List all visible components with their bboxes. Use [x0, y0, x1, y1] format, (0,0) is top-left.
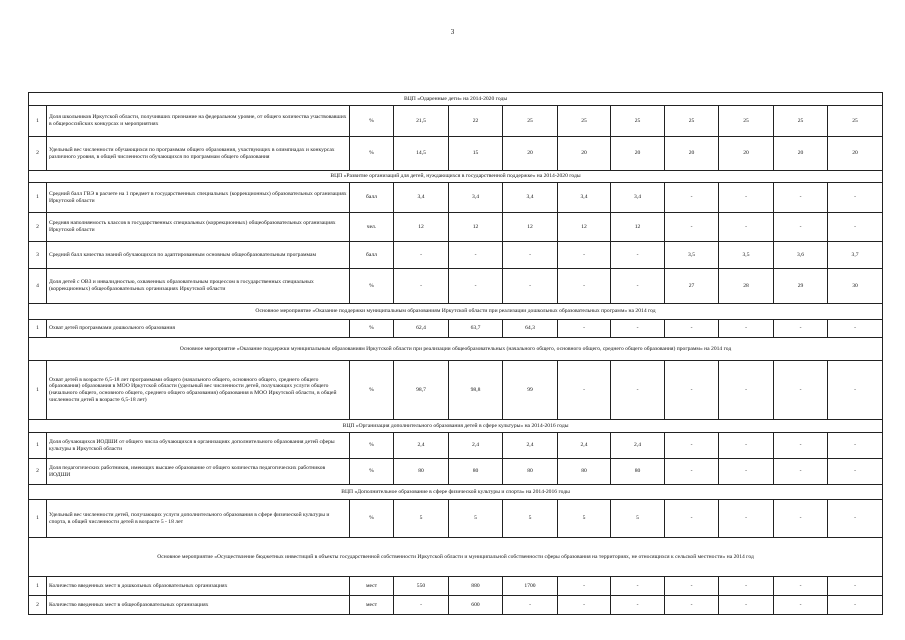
indicator-value: 25	[665, 106, 719, 137]
indicator-value: -	[503, 269, 558, 304]
indicator-value: -	[719, 361, 774, 420]
section-header-row	[29, 420, 883, 433]
indicator-value: 27	[665, 269, 719, 304]
section-title: ВЦП «Развитие организаций для детей, нуждающихся в государственной поддержке» на 2014-2020 годы	[29, 171, 883, 183]
indicator-value: 5	[394, 500, 449, 538]
row-number: 1	[29, 577, 47, 596]
indicator-value: 80	[503, 459, 558, 485]
indicator-value: 3,5	[665, 242, 719, 269]
indicator-value: 25	[719, 106, 774, 137]
indicator-value: 3,6	[774, 242, 828, 269]
unit-of-measure: %	[350, 137, 394, 171]
unit-of-measure: %	[350, 433, 394, 459]
indicator-value: -	[665, 596, 719, 615]
indicator-value: 15	[449, 137, 503, 171]
indicator-name: Охват детей в возрасте 6,5-18 лет программами общего (начального общего, основного общего, среднего общего образования) образования в МОО Иркутской области (удельный вес численности детей, получающих услуги общего (начального общего, основного общего, среднего общего образования) образования в МОО Иркутской области, в общей численности детей в возрасте 6,5-18 лет)	[47, 361, 350, 420]
indicator-value: 2,4	[558, 433, 611, 459]
indicator-value: -	[665, 361, 719, 420]
indicator-value: -	[774, 183, 828, 213]
indicator-value: -	[665, 213, 719, 242]
indicator-value: -	[828, 577, 883, 596]
indicator-value: -	[774, 596, 828, 615]
indicator-value: 3,5	[719, 242, 774, 269]
indicator-value: 98,8	[449, 361, 503, 420]
unit-of-measure: %	[350, 106, 394, 137]
indicator-value: 64,3	[503, 320, 558, 338]
indicator-value: 20	[503, 137, 558, 171]
indicator-value: 14,5	[394, 137, 449, 171]
indicator-value: 80	[558, 459, 611, 485]
indicator-value: 98,7	[394, 361, 449, 420]
table-row	[29, 183, 883, 213]
section-title: Основное мероприятие «Оказание поддержки муниципальным образованиям Иркутской области при реализации общеобразовательных (начального общего, основного общего, среднего общего образования) программ» на 2014 год	[29, 338, 883, 361]
row-number: 2	[29, 213, 47, 242]
indicator-value: 880	[449, 577, 503, 596]
indicator-value: -	[611, 596, 665, 615]
table-row	[29, 106, 883, 137]
indicator-value: 5	[558, 500, 611, 538]
section-title: ВЦП «Организация дополнительного образования детей в сфере культуры» на 2014-2016 годы	[29, 420, 883, 433]
row-number: 1	[29, 320, 47, 338]
unit-of-measure: мест	[350, 596, 394, 615]
indicator-value: -	[558, 361, 611, 420]
indicator-value: 12	[449, 213, 503, 242]
indicator-value: -	[828, 433, 883, 459]
indicator-value: -	[719, 183, 774, 213]
indicator-value: -	[719, 577, 774, 596]
indicator-value: 2,4	[394, 433, 449, 459]
indicator-value: 3,4	[611, 183, 665, 213]
indicator-value: -	[503, 596, 558, 615]
row-number: 1	[29, 106, 47, 137]
indicator-value: -	[449, 242, 503, 269]
indicator-value: 29	[774, 269, 828, 304]
indicator-value: 3,4	[394, 183, 449, 213]
table-row	[29, 137, 883, 171]
indicator-value: 80	[394, 459, 449, 485]
indicator-value: 63,7	[449, 320, 503, 338]
indicator-value: 80	[449, 459, 503, 485]
indicator-value: -	[665, 183, 719, 213]
indicator-value: 12	[394, 213, 449, 242]
row-number: 1	[29, 500, 47, 538]
indicator-value: 5	[503, 500, 558, 538]
row-number: 2	[29, 137, 47, 171]
section-title: ВЦП «Дополнительное образование в сфере физической культуры и спорта» на 2014-2016 годы	[29, 485, 883, 500]
table-body	[29, 93, 883, 615]
indicator-value: -	[558, 242, 611, 269]
indicator-value: 25	[774, 106, 828, 137]
row-number: 2	[29, 596, 47, 615]
indicator-value: -	[828, 596, 883, 615]
unit-of-measure: чел.	[350, 213, 394, 242]
indicator-value: -	[665, 459, 719, 485]
indicator-value: -	[774, 500, 828, 538]
table-row	[29, 320, 883, 338]
indicator-name: Удельный вес численности обучающихся по программам общего образования, участвующих в олимпиадах и конкурсах различного уровня, в общей численности обучающихся по программам общего образования	[47, 137, 350, 171]
indicator-value: 80	[611, 459, 665, 485]
table-row	[29, 242, 883, 269]
row-number: 4	[29, 269, 47, 304]
indicator-value: -	[719, 320, 774, 338]
indicator-name: Удельный вес численности детей, получающих услуги дополнительного образования в сфере физической культуры и спорта, в общей численности детей в возрасте 5 - 18 лет	[47, 500, 350, 538]
indicator-value: -	[611, 242, 665, 269]
indicator-name: Доля школьников Иркутской области, получивших признание на федеральном уровне, от общего количества участвовавших в общероссийских конкурсах и мероприятиях	[47, 106, 350, 137]
unit-of-measure: %	[350, 459, 394, 485]
indicator-value: 22	[449, 106, 503, 137]
row-number: 2	[29, 459, 47, 485]
table-row	[29, 459, 883, 485]
indicator-value: -	[394, 596, 449, 615]
indicator-value: -	[719, 500, 774, 538]
indicator-value: 20	[665, 137, 719, 171]
table-row	[29, 269, 883, 304]
indicator-value: 5	[611, 500, 665, 538]
section-header-row	[29, 304, 883, 320]
indicator-value: 3,4	[503, 183, 558, 213]
table-row	[29, 500, 883, 538]
indicator-value: -	[394, 269, 449, 304]
indicator-value: 21,5	[394, 106, 449, 137]
indicator-value: 99	[503, 361, 558, 420]
section-header-row	[29, 171, 883, 183]
indicator-value: 2,4	[449, 433, 503, 459]
indicator-name: Доля педагогических работников, имеющих высшее образование от общего количества педагогических работников ИОДШИ	[47, 459, 350, 485]
indicator-value: -	[558, 269, 611, 304]
indicator-value: -	[611, 577, 665, 596]
indicator-name: Количество введенных мест в общеобразовательных организациях	[47, 596, 350, 615]
unit-of-measure: %	[350, 269, 394, 304]
indicator-value: 25	[611, 106, 665, 137]
indicator-value: -	[828, 183, 883, 213]
indicator-value: 25	[558, 106, 611, 137]
unit-of-measure: %	[350, 500, 394, 538]
indicator-value: -	[665, 500, 719, 538]
indicator-value: 28	[719, 269, 774, 304]
indicator-value: -	[558, 577, 611, 596]
indicator-name: Средний балл ГВЭ в расчете на 1 предмет в государственных специальных (коррекционных) образовательных организациях Иркутской области	[47, 183, 350, 213]
indicator-value: -	[611, 269, 665, 304]
indicator-value: 20	[558, 137, 611, 171]
indicator-value: -	[503, 242, 558, 269]
indicator-value: -	[719, 213, 774, 242]
unit-of-measure: балл	[350, 242, 394, 269]
page-number: 3	[450, 28, 455, 36]
indicator-value: -	[719, 596, 774, 615]
indicator-value: -	[449, 269, 503, 304]
indicator-value: 30	[828, 269, 883, 304]
indicator-value: -	[558, 320, 611, 338]
indicator-name: Средняя наполняемость классов в государственных специальных (коррекционных) общеобразовательных организациях Иркутской области	[47, 213, 350, 242]
unit-of-measure: %	[350, 320, 394, 338]
row-number: 3	[29, 242, 47, 269]
unit-of-measure: мест	[350, 577, 394, 596]
indicator-value: -	[774, 459, 828, 485]
indicator-name: Охват детей программами дошкольного образования	[47, 320, 350, 338]
indicator-value: 25	[828, 106, 883, 137]
indicator-value: 2,4	[611, 433, 665, 459]
section-header-row	[29, 485, 883, 500]
table-row	[29, 361, 883, 420]
unit-of-measure: балл	[350, 183, 394, 213]
indicator-value: 25	[503, 106, 558, 137]
indicator-value: -	[611, 361, 665, 420]
indicator-value: 5	[449, 500, 503, 538]
unit-of-measure: %	[350, 361, 394, 420]
section-header-row	[29, 338, 883, 361]
row-number: 1	[29, 433, 47, 459]
indicator-value: 20	[719, 137, 774, 171]
indicator-value: 550	[394, 577, 449, 596]
indicator-value: -	[665, 320, 719, 338]
indicator-value: 2,4	[503, 433, 558, 459]
indicator-value: 20	[774, 137, 828, 171]
indicators-table	[28, 92, 883, 615]
indicator-value: -	[828, 361, 883, 420]
section-header-row	[29, 93, 883, 106]
indicator-value: 12	[611, 213, 665, 242]
indicator-value: -	[774, 577, 828, 596]
indicator-value: -	[828, 213, 883, 242]
indicator-name: Доля обучающихся ИОДШИ от общего числа обучающихся в организациях дополнительного образования детей сферы культуры в Иркутской области	[47, 433, 350, 459]
row-number: 1	[29, 183, 47, 213]
section-title: Основное мероприятие «Оказание поддержки муниципальным образованиям Иркутской области при реализации дошкольных образовательных программ» на 2014 год	[29, 304, 883, 320]
indicator-value: -	[774, 361, 828, 420]
indicator-value: 12	[558, 213, 611, 242]
indicator-value: -	[665, 433, 719, 459]
indicator-value: 62,4	[394, 320, 449, 338]
indicator-value: 3,4	[449, 183, 503, 213]
indicator-name: Доля детей с ОВЗ и инвалидностью, охваченных образовательным процессом в государственных специальных (коррекционных) общеобразовательных организациях Иркутской области	[47, 269, 350, 304]
indicator-value: 1700	[503, 577, 558, 596]
indicator-value: -	[774, 320, 828, 338]
table-row	[29, 433, 883, 459]
indicator-value: -	[665, 577, 719, 596]
indicator-value: 20	[828, 137, 883, 171]
indicator-value: -	[828, 320, 883, 338]
section-header-row	[29, 538, 883, 577]
indicator-value: 12	[503, 213, 558, 242]
indicator-value: -	[828, 459, 883, 485]
indicator-value: -	[719, 459, 774, 485]
indicator-value: -	[394, 242, 449, 269]
table-row	[29, 596, 883, 615]
table-row	[29, 213, 883, 242]
section-title: Основное мероприятие «Осуществление бюджетных инвестиций в объекты государственной собственности Иркутской области и муниципальной собственности сферы образования на территориях, не относящихся к сельской местности» на 2014 год	[29, 538, 883, 577]
indicator-value: -	[611, 320, 665, 338]
table-row	[29, 577, 883, 596]
indicator-value: -	[774, 433, 828, 459]
indicator-value: 20	[611, 137, 665, 171]
indicator-value: -	[774, 213, 828, 242]
indicator-value: 3,7	[828, 242, 883, 269]
indicator-value: 3,4	[558, 183, 611, 213]
section-title: ВЦП «Одаренные дети» на 2014-2020 годы	[29, 93, 883, 106]
indicator-value: 600	[449, 596, 503, 615]
indicator-value: -	[828, 500, 883, 538]
indicator-name: Средний балл качества знаний обучающихся по адаптированным основным общеобразовательным программам	[47, 242, 350, 269]
indicator-value: -	[719, 433, 774, 459]
indicator-name: Количество введенных мест в дошкольных образовательных организациях	[47, 577, 350, 596]
indicator-value: -	[558, 596, 611, 615]
row-number: 1	[29, 361, 47, 420]
